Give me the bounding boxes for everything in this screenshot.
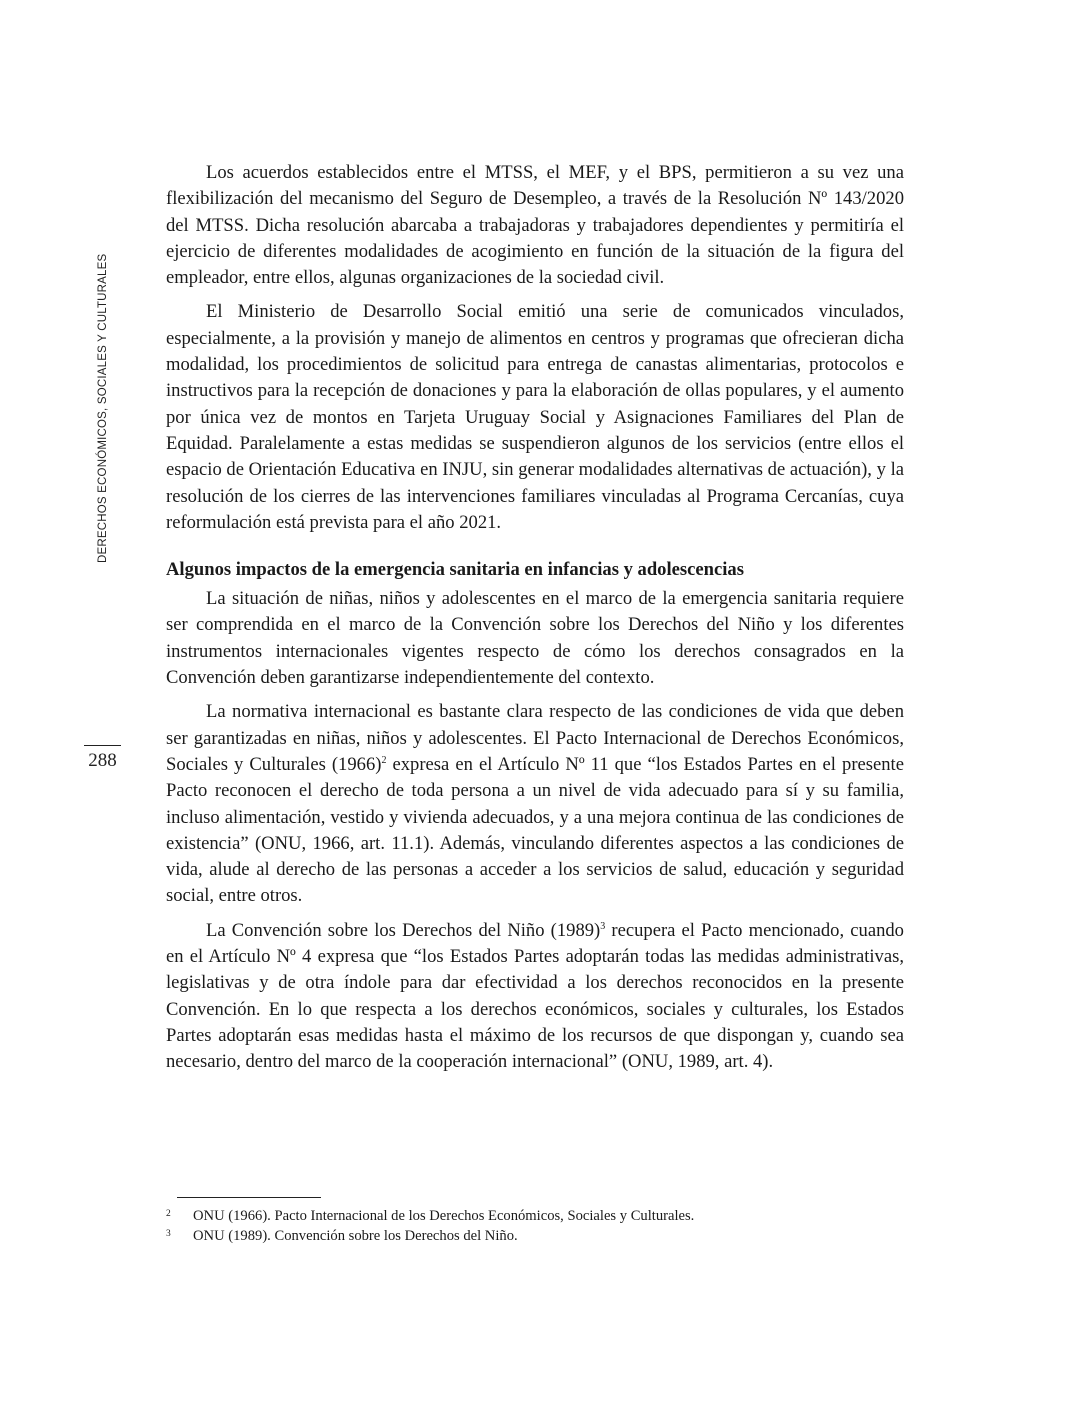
page-number: 288: [88, 750, 117, 771]
paragraph-2: El Ministerio de Desarrollo Social emitió una serie de comunicados vinculados, especialmente, a la provisión y manejo de alimentos en centros y programas que ofrecieran dicha modalidad, los procedimientos de solicitud para entrega de canastas alimentarias, protocolos e instructivos para la recepción de donaciones y para la elaboración de ollas populares, y el aumento por única vez de montos en Tarjeta Uruguay Social y Asignaciones Familiares del Plan de Equidad. Paralelamente a estas medidas se suspendieron algunos de los servicios (entre ellos el espacio de Orientación Educativa en INJU, sin generar modalidades alternativas de actuación), y la resolución de los cierres de las intervenciones familiares vinculadas al Programa Cercanías, cuya reformulación está prevista para el año 2021.: [166, 301, 904, 533]
paragraph-5-text-after: recupera el Pacto mencionado, cuando en el Artículo Nº 4 expresa que “los Estados Partes adoptarán todas las medidas administrativas, legislativas y de otra índole para dar efectividad a los derechos reconocidos en la presente Convención. En lo que respecta a los derechos económicos, sociales y culturales, los Estados Partes adoptarán esas medidas hasta el máximo de los recursos de que dispongan y, cuando sea necesario, dentro del marco de la cooperación internacional” (ONU, 1989, art. 4).: [166, 919, 904, 1073]
footnote-ref-3: 3: [600, 920, 606, 932]
main-text-column: [166, 160, 904, 1084]
footnote-item: [166, 1206, 904, 1226]
footnote-text: ONU (1966). Pacto Internacional de los Derechos Económicos, Sociales y Culturales.: [193, 1208, 695, 1224]
footnote-item: [166, 1226, 904, 1246]
paragraph-3: La situación de niñas, niños y adolescentes en el marco de la emergencia sanitaria requiere ser comprendida en el marco de la Convención sobre los Derechos del Niño y los diferentes instrumentos internacionales vigentes respecto de cómo los derechos consagrados en la Convención deben garantizarse independientemente del contexto.: [166, 588, 904, 689]
section-heading: Algunos impactos de la emergencia sanitaria en infancias y adolescencias: [166, 559, 744, 581]
footnote-text: ONU (1989). Convención sobre los Derechos del Niño.: [193, 1228, 518, 1244]
paragraph-4-text-before: La normativa internacional es bastante clara respecto de las condiciones de vida que deben ser garantizadas en niñas, niños y adolescentes. El Pacto Internacional de Derechos Económicos, Sociales y Culturales (1966): [166, 701, 904, 775]
paragraph-1: Los acuerdos establecidos entre el MTSS, el MEF, y el BPS, permitieron a su vez una flexibilización del mecanismo del Seguro de Desempleo, a través de la Resolución Nº 143/2020 del MTSS. Dicha resolución abarcaba a trabajadoras y trabajadores dependientes y permitiría el ejercicio de diferentes modalidades de acogimiento en función de la situación de la figura del empleador, entre ellos, algunas organizaciones de la sociedad civil.: [166, 162, 904, 289]
page-number-rule: [84, 745, 121, 746]
paragraph-4: [166, 699, 904, 909]
footnote-number: 2: [166, 1209, 171, 1219]
footnotes: [166, 1206, 904, 1246]
paragraph-4-text-after: expresa en el Artículo Nº 11 que “los Estados Partes en el presente Pacto reconocen el derecho de toda persona a un nivel de vida adecuado para sí y su familia, incluso alimentación, vestido y vivienda adecuados, y a una mejora continua de las condiciones de existencia” (ONU, 1966, art. 11.1). Además, vinculando diferentes aspectos a las condiciones de vida, alude al derecho de las personas a acceder a los servicios de salud, educación y seguridad social, entre otros.: [166, 753, 904, 907]
footnote-separator: [177, 1197, 321, 1198]
paragraph-5-text-before: La Convención sobre los Derechos del Niño (1989): [206, 919, 601, 941]
footnote-ref-2: 2: [381, 754, 387, 766]
running-side-title: DERECHOS ECONÓMICOS, SOCIALES Y CULTURALES: [97, 253, 109, 563]
footnote-number: 3: [166, 1229, 171, 1239]
paragraph-5: [166, 918, 904, 1076]
